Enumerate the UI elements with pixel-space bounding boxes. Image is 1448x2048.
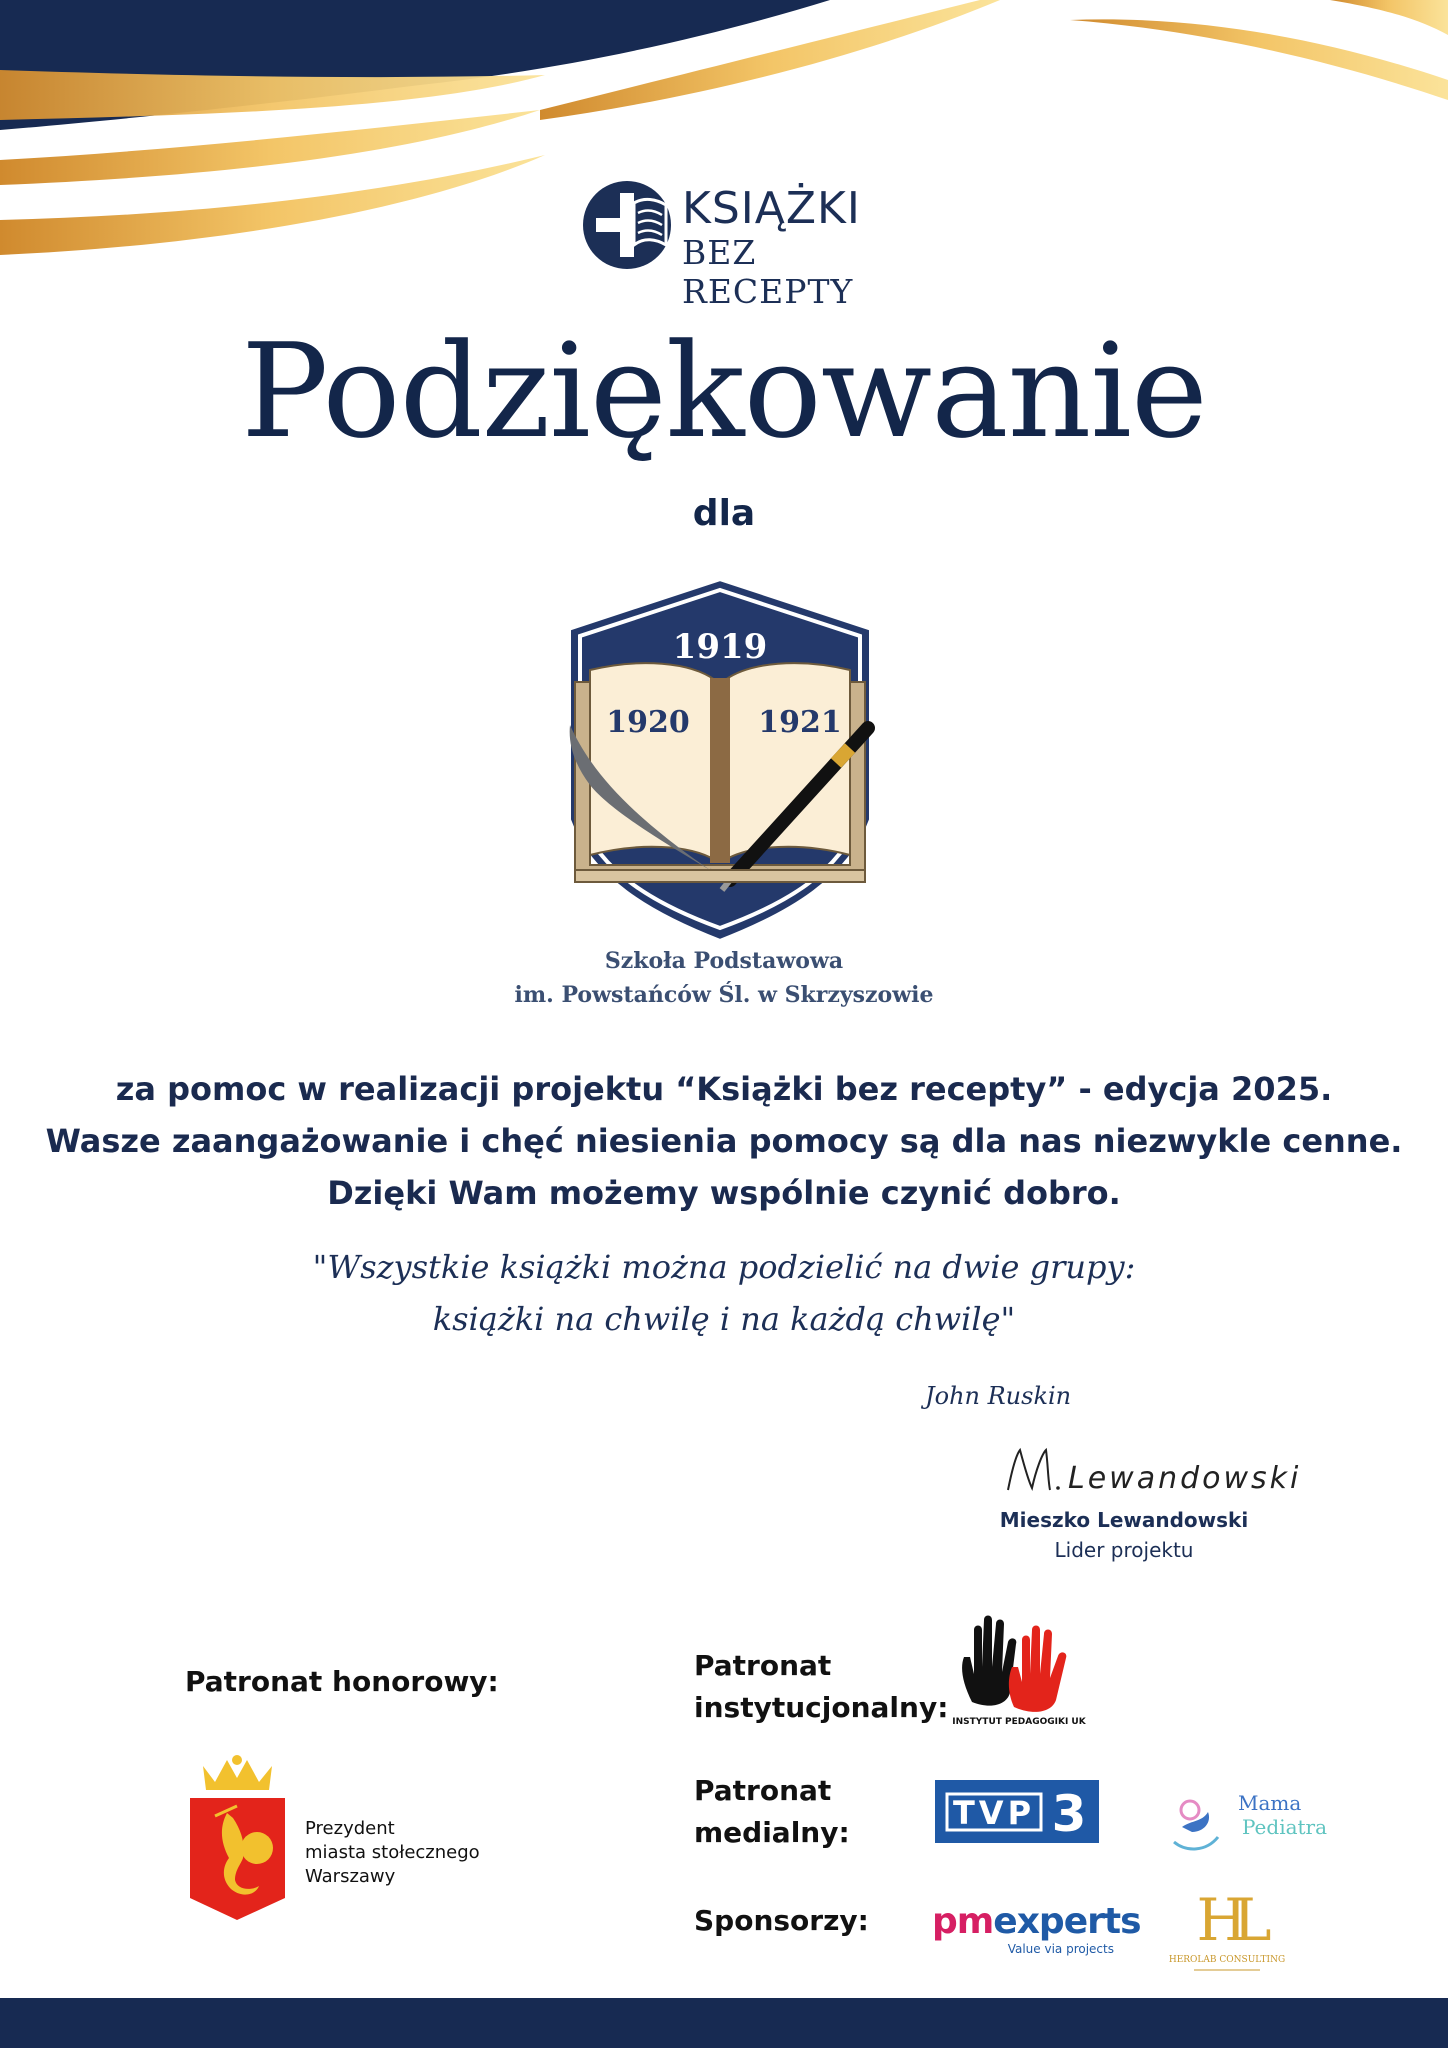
warsaw-text-line-2: miasta stołecznego (305, 1842, 480, 1863)
pmexperts-logo (930, 1895, 1141, 1965)
logo-line-1: KSIĄŻKI (682, 183, 861, 234)
institutional-label-line-1: Patronat (694, 1649, 832, 1682)
mama-pediatra-logo (1162, 1782, 1332, 1857)
quote-author: John Ruskin (925, 1382, 1072, 1410)
experts-text: experts (993, 1901, 1141, 1942)
year-1919: 1919 (672, 627, 768, 667)
book-cross-icon (582, 175, 672, 275)
year-1921: 1921 (758, 705, 842, 740)
tvp-text: TVP (952, 1794, 1036, 1832)
certificate-title: Podziękowanie (241, 315, 1207, 467)
institutional-label-line-2: instytucjonalny: (694, 1691, 949, 1724)
pm-text: pm (932, 1901, 994, 1942)
warsaw-coat-of-arms-icon (185, 1748, 290, 1923)
herolab-consulting-logo (1168, 1878, 1286, 1978)
quote-line-1: "Wszystkie książki można podzielić na dwie grupy: (312, 1248, 1136, 1286)
quote-line-2: książki na chwilę i na każdą chwilę" (432, 1300, 1016, 1338)
pm-tagline: Value via projects (1007, 1942, 1114, 1956)
media-label-line-2: medialny: (694, 1816, 850, 1849)
bottom-footer-bar (0, 1998, 1448, 2048)
warsaw-text-line-3: Warszawy (305, 1866, 396, 1887)
mama-text: Mama (1238, 1791, 1302, 1815)
ksiazki-bez-recepty-logo (582, 175, 912, 311)
school-emblem (550, 570, 890, 950)
media-patronage-label (694, 1770, 850, 1854)
handwritten-signature (1002, 1440, 1302, 1500)
logo-line-2: BEZ RECEPTY (682, 233, 854, 311)
ipuk-text: INSTYTUT PEDAGOGIKI UK (952, 1717, 1086, 1727)
year-1920: 1920 (606, 705, 690, 740)
sponsors-label: Sponsorzy: (694, 1904, 869, 1937)
body-text-line-1: za pomoc w realizacji projektu “Książki bez recepty” - edycja 2025. (115, 1070, 1333, 1108)
warsaw-text-line-1: Prezydent (305, 1818, 395, 1839)
honorary-patronage-label: Patronat honorowy: (185, 1665, 499, 1698)
signer-role: Lider projektu (1054, 1538, 1194, 1562)
institutional-patronage-label (694, 1645, 948, 1729)
pediatra-text: Pediatra (1242, 1815, 1328, 1839)
herolab-text: HEROLAB CONSULTING (1168, 1955, 1286, 1965)
instytut-pedagogiki-logo (952, 1612, 1087, 1727)
tvp-number: 3 (1051, 1785, 1087, 1843)
signer-name: Mieszko Lewandowski (999, 1508, 1249, 1532)
school-name-line-1: Szkoła Podstawowa (604, 948, 844, 974)
body-text-line-2: Wasze zaangażowanie i chęć niesienia pomocy są dla nas niezwykle cenne. (45, 1122, 1403, 1160)
herolab-monogram: HL (1196, 1886, 1258, 1954)
body-text-line-3: Dzięki Wam możemy wspólnie czynić dobro. (327, 1174, 1121, 1212)
school-name-line-2: im. Powstańców Śl. w Skrzyszowie (514, 982, 934, 1008)
dla-label: dla (692, 493, 756, 534)
media-label-line-1: Patronat (694, 1774, 832, 1807)
svg-text:Lewandowski: Lewandowski (1068, 1461, 1302, 1496)
svg-text:pmexperts (932, 1901, 1141, 1942)
tvp3-logo (935, 1780, 1099, 1843)
